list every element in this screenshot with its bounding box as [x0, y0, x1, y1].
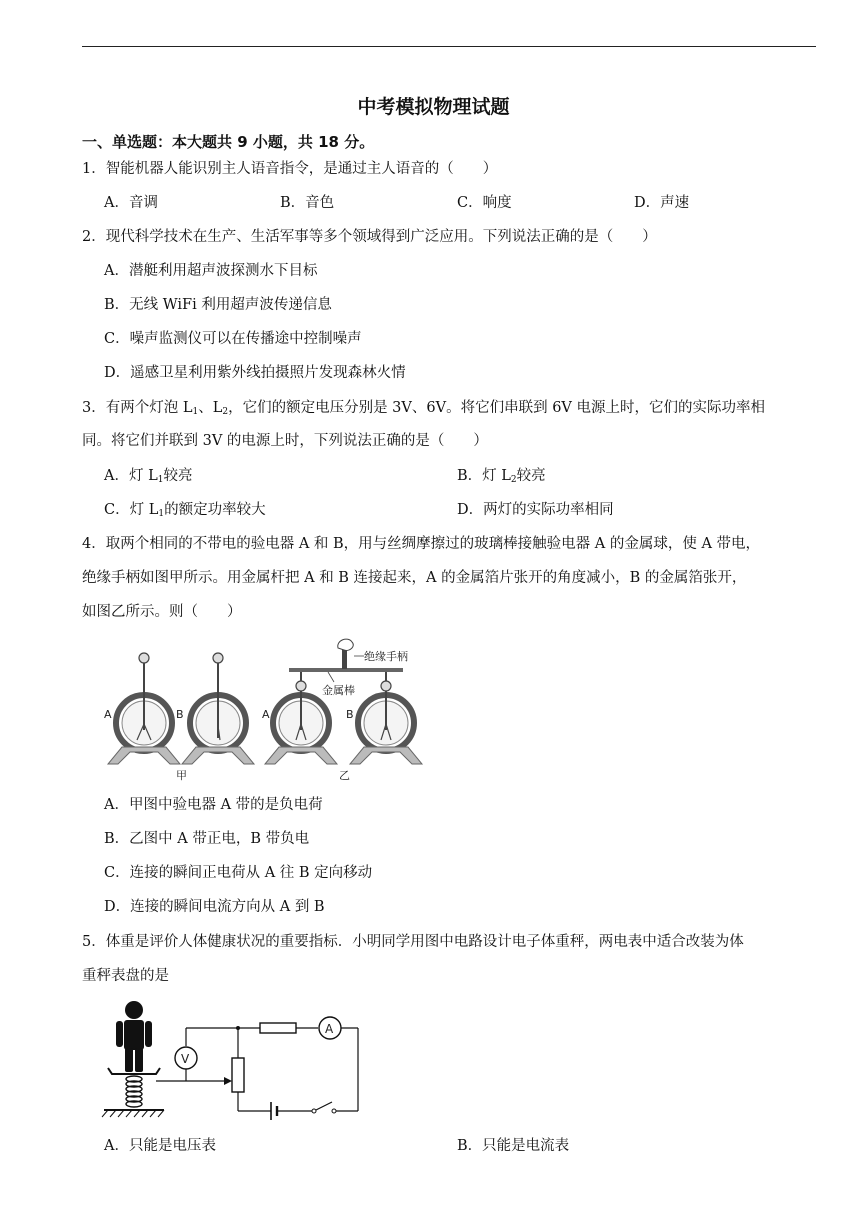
q5-option-a[interactable]: A．只能是电压表 [104, 1138, 216, 1154]
switch-icon [316, 1102, 332, 1110]
electroscope-b-yi [350, 672, 422, 764]
q5-circuit-figure [98, 996, 368, 1126]
q3-stem-line1: 3．有两个灯泡 $L_1$、$L_2$，它们的额定电压分别是 3V、6V。将它们串联到 6V 电源上时，它们的实际功率相 [82, 400, 765, 417]
q4-option-c[interactable]: C．连接的瞬间正电荷从 A 往 B 定向移动 [104, 865, 373, 881]
q5-stem-line2: 重秤表盘的是 [82, 968, 169, 984]
q1-option-d[interactable]: D．声速 [634, 195, 690, 211]
q1-option-b[interactable]: B．音色 [280, 195, 335, 211]
q1-option-a[interactable]: A．音调 [104, 195, 158, 211]
q4-option-a[interactable]: A．甲图中验电器 A 带的是负电荷 [104, 797, 323, 813]
ammeter-label: A [325, 1022, 334, 1036]
q2-option-c[interactable]: C．噪声监测仪可以在传播途中控制噪声 [104, 331, 362, 347]
q4-stem-line1: 4．取两个相同的不带电的验电器 A 和 B，用与丝绸摩擦过的玻璃棒接触验电器 A 的金属球，使 A 带电， [82, 536, 761, 552]
header-rule [82, 46, 816, 47]
spring-icon [126, 1076, 142, 1107]
q3-option-a[interactable]: A．灯 $L_1$较亮 [104, 468, 193, 485]
q3-option-d[interactable]: D．两灯的实际功率相同 [457, 502, 614, 518]
q2-option-d[interactable]: D．遥感卫星利用紫外线拍摄照片发现森林火情 [104, 365, 406, 381]
caption-jia: 甲 [176, 769, 187, 782]
figure-label-b2: B [346, 708, 354, 721]
q4-stem-line2: 绝缘手柄如图甲所示。用金属杆把 A 和 B 连接起来，A 的金属箔片张开的角度减小，B 的金属箔张开， [82, 570, 747, 586]
figure-label-a1: A [104, 708, 112, 721]
ground-hatching [102, 1110, 164, 1117]
figure-label-a2: A [262, 708, 270, 721]
q2-option-a[interactable]: A．潜艇利用超声波探测水下目标 [104, 263, 318, 279]
electroscope-a-jia [108, 653, 180, 764]
q4-electroscope-figure [96, 636, 426, 782]
rheostat [232, 1058, 244, 1092]
q3-stem-line2: 同。将它们并联到 3V 的电源上时，下列说法正确的是（ ） [82, 433, 488, 449]
q1-option-c[interactable]: C．响度 [457, 195, 512, 211]
section-heading: 一、单选题：本大题共 9 小题，共 18 分。 [82, 133, 375, 151]
q4-option-b[interactable]: B．乙图中 A 带正电，B 带负电 [104, 831, 310, 847]
q3-option-b[interactable]: B．灯 $L_2$较亮 [457, 468, 546, 485]
q4-option-d[interactable]: D．连接的瞬间电流方向从 A 到 B [104, 899, 325, 915]
voltmeter-label: V [181, 1052, 190, 1066]
person-icon [116, 1001, 152, 1072]
scale-platform [108, 1068, 160, 1074]
rod-label: 金属棒 [322, 684, 355, 697]
figure-label-b1: B [176, 708, 184, 721]
hand-icon [338, 639, 354, 650]
q4-stem-line3: 如图乙所示。则（ ） [82, 604, 242, 620]
fixed-resistor [260, 1023, 296, 1033]
caption-yi: 乙 [339, 769, 350, 782]
q2-stem: 2．现代科学技术在生产、生活军事等多个领域得到广泛应用。下列说法正确的是（ ） [82, 229, 657, 245]
slider-arrow-icon [224, 1077, 232, 1085]
q1-stem: 1．智能机器人能识别主人语音指令，是通过主人语音的（ ） [82, 161, 498, 177]
q5-stem-line1: 5．体重是评价人体健康状况的重要指标．小明同学用图中电路设计电子体重秤，两电表中适合改装为体 [82, 934, 744, 950]
q2-option-b[interactable]: B．无线 WiFi 利用超声波传递信息 [104, 297, 332, 313]
q5-option-b[interactable]: B．只能是电流表 [457, 1138, 570, 1154]
q3-option-c[interactable]: C．灯 $L_1$的额定功率较大 [104, 502, 266, 519]
electroscope-b-jia [182, 653, 254, 764]
page-title: 中考模拟物理试题 [357, 96, 510, 118]
handle-label: 绝缘手柄 [364, 650, 408, 663]
insulating-handle [342, 648, 347, 669]
